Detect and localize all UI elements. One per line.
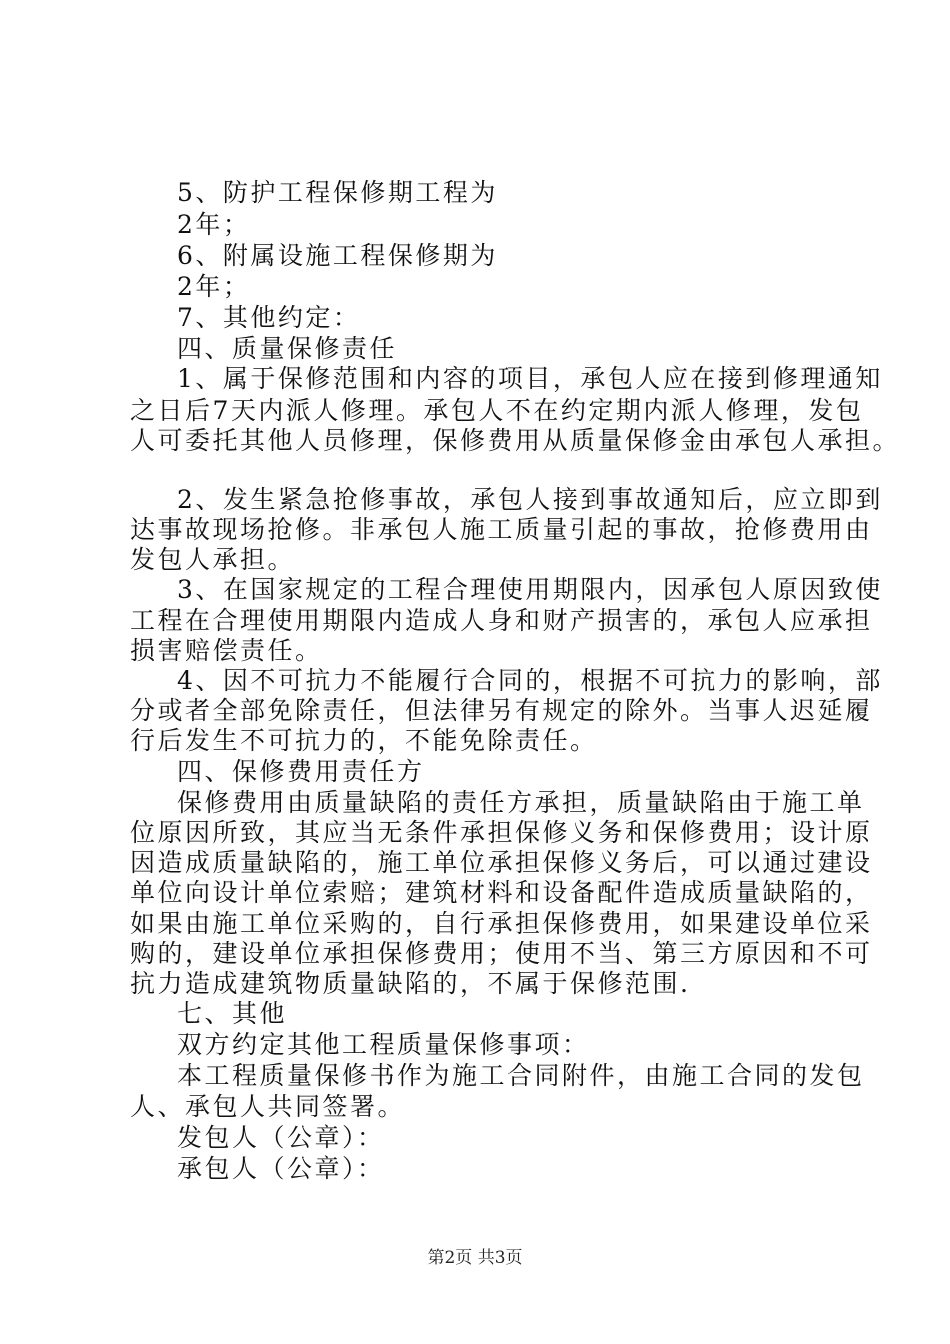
- section-heading: 七、其他: [177, 999, 288, 1028]
- text-line: 2年；: [177, 210, 251, 239]
- text-line: 人可委托其他人员修理，保修费用从质量保修金由承包人承担。: [130, 426, 901, 455]
- text-line: 人、承包人共同签署。: [130, 1092, 406, 1121]
- text-line: 之日后7天内派人修理。承包人不在约定期内派人修理，发包: [130, 396, 864, 425]
- text-line: 本工程质量保修书作为施工合同附件，由施工合同的发包: [177, 1061, 865, 1090]
- text-line: 3、在国家规定的工程合理使用期限内，因承包人原因致使: [177, 575, 883, 604]
- text-line: 2年；: [177, 272, 251, 301]
- text-line: 达事故现场抢修。非承包人施工质量引起的事故，抢修费用由: [130, 515, 873, 544]
- text-line: 工程在合理使用期限内造成人身和财产损害的，承包人应承担: [130, 606, 873, 635]
- text-line: 行后发生不可抗力的，不能免除责任。: [130, 726, 598, 755]
- signature-line: 承包人（公章）：: [177, 1154, 385, 1183]
- section-heading: 四、保修费用责任方: [177, 757, 425, 786]
- signature-line: 发包人（公章）：: [177, 1123, 385, 1152]
- text-line: 位原因所致，其应当无条件承担保修义务和保修费用；设计原: [130, 818, 873, 847]
- section-heading: 四、质量保修责任: [177, 334, 398, 363]
- text-line: 抗力造成建筑物质量缺陷的，不属于保修范围.: [130, 969, 691, 998]
- page-number: 第2页 共3页: [427, 1248, 523, 1268]
- text-line: 单位向设计单位索赔；建筑材料和设备配件造成质量缺陷的，: [130, 878, 873, 907]
- text-line: 发包人承担。: [130, 545, 296, 574]
- text-line: 保修费用由质量缺陷的责任方承担，质量缺陷由于施工单: [177, 788, 865, 817]
- text-line: 因造成质量缺陷的，施工单位承担保修义务后，可以通过建设: [130, 848, 873, 877]
- text-line: 分或者全部免除责任，但法律另有规定的除外。当事人迟延履: [130, 696, 873, 725]
- text-line: 双方约定其他工程质量保修事项：: [177, 1030, 590, 1059]
- text-line: 6、附属设施工程保修期为: [177, 241, 498, 270]
- text-line: 如果由施工单位采购的，自行承担保修费用，如果建设单位采: [130, 909, 873, 938]
- text-line: 损害赔偿责任。: [130, 636, 323, 665]
- text-line: 1、属于保修范围和内容的项目，承包人应在接到修理通知: [177, 364, 883, 393]
- text-line: 购的，建设单位承担保修费用；使用不当、第三方原因和不可: [130, 939, 873, 968]
- text-line: 5、防护工程保修期工程为: [177, 178, 498, 207]
- text-line: 4、因不可抗力不能履行合同的，根据不可抗力的影响，部: [177, 666, 883, 695]
- text-line: 2、发生紧急抢修事故，承包人接到事故通知后，应立即到: [177, 485, 883, 514]
- text-line: 7、其他约定：: [177, 303, 361, 332]
